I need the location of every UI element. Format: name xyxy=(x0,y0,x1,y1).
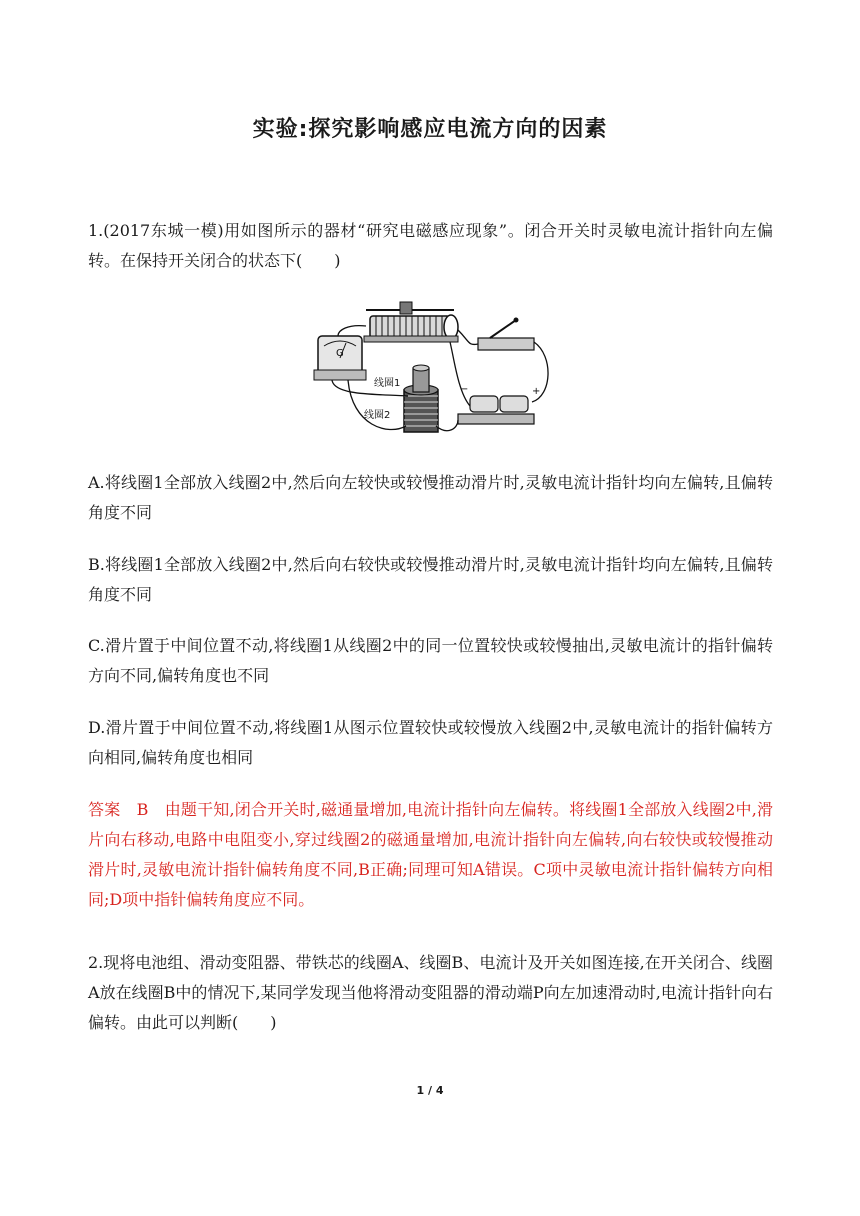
option-b: B.将线圈1全部放入线圈2中,然后向右较快或较慢推动滑片时,灵敏电流计指针均向左偏转,且偏转角度不同 xyxy=(88,555,773,604)
option-d: D.滑片置于中间位置不动,将线圈1从图示位置较快或较慢放入线圈2中,灵敏电流计的指针偏转方向相同,偏转角度也相同 xyxy=(88,718,773,767)
question-1-stem: 1.(2017东城一模)用如图所示的器材“研究电磁感应现象”。闭合开关时灵敏电流计指针向左偏转。在保持开关闭合的状态下( ) xyxy=(88,221,773,270)
answer-explanation: 答案 B 由题干知,闭合开关时,磁通量增加,电流计指针向左偏转。将线圈1全部放入线圈2中,滑片向右移动,电路中电阻变小,穿过线圈2的磁通量增加,电流计指针向左偏转,向右较快或较慢推动滑片时,灵敏电流计指针偏转角度不同,B正确;同理可知A错误。C项中灵敏电流计指针偏转方向相同;D项中指针偏转角度应不同。 xyxy=(88,800,773,909)
battery-plus-label: + xyxy=(532,386,541,397)
coil-2-label: 线圈2 xyxy=(364,410,391,421)
galvanometer-label: G xyxy=(336,348,344,359)
question-2-stem: 2.现将电池组、滑动变阻器、带铁芯的线圈A、线圈B、电流计及开关如图连接,在开关闭合、线圈A放在线圈B中的情况下,某同学发现当他将滑动变阻器的滑动端P向左加速滑动时,电流计指针向右偏转。由此可以判断( ) xyxy=(88,953,773,1032)
page-number: 1 / 4 xyxy=(416,1084,444,1097)
coil-1-label: 线圈1 xyxy=(374,378,401,389)
option-c: C.滑片置于中间位置不动,将线圈1从线圈2中的同一位置较快或较慢抽出,灵敏电流计的指针偏转方向不同,偏转角度也不同 xyxy=(88,636,773,685)
circuit-figure xyxy=(308,296,558,454)
option-a: A.将线圈1全部放入线圈2中,然后向左较快或较慢推动滑片时,灵敏电流计指针均向左偏转,且偏转角度不同 xyxy=(88,473,773,522)
battery-minus-label: − xyxy=(460,384,469,395)
page-title: 实验:探究影响感应电流方向的因素 xyxy=(252,117,608,142)
